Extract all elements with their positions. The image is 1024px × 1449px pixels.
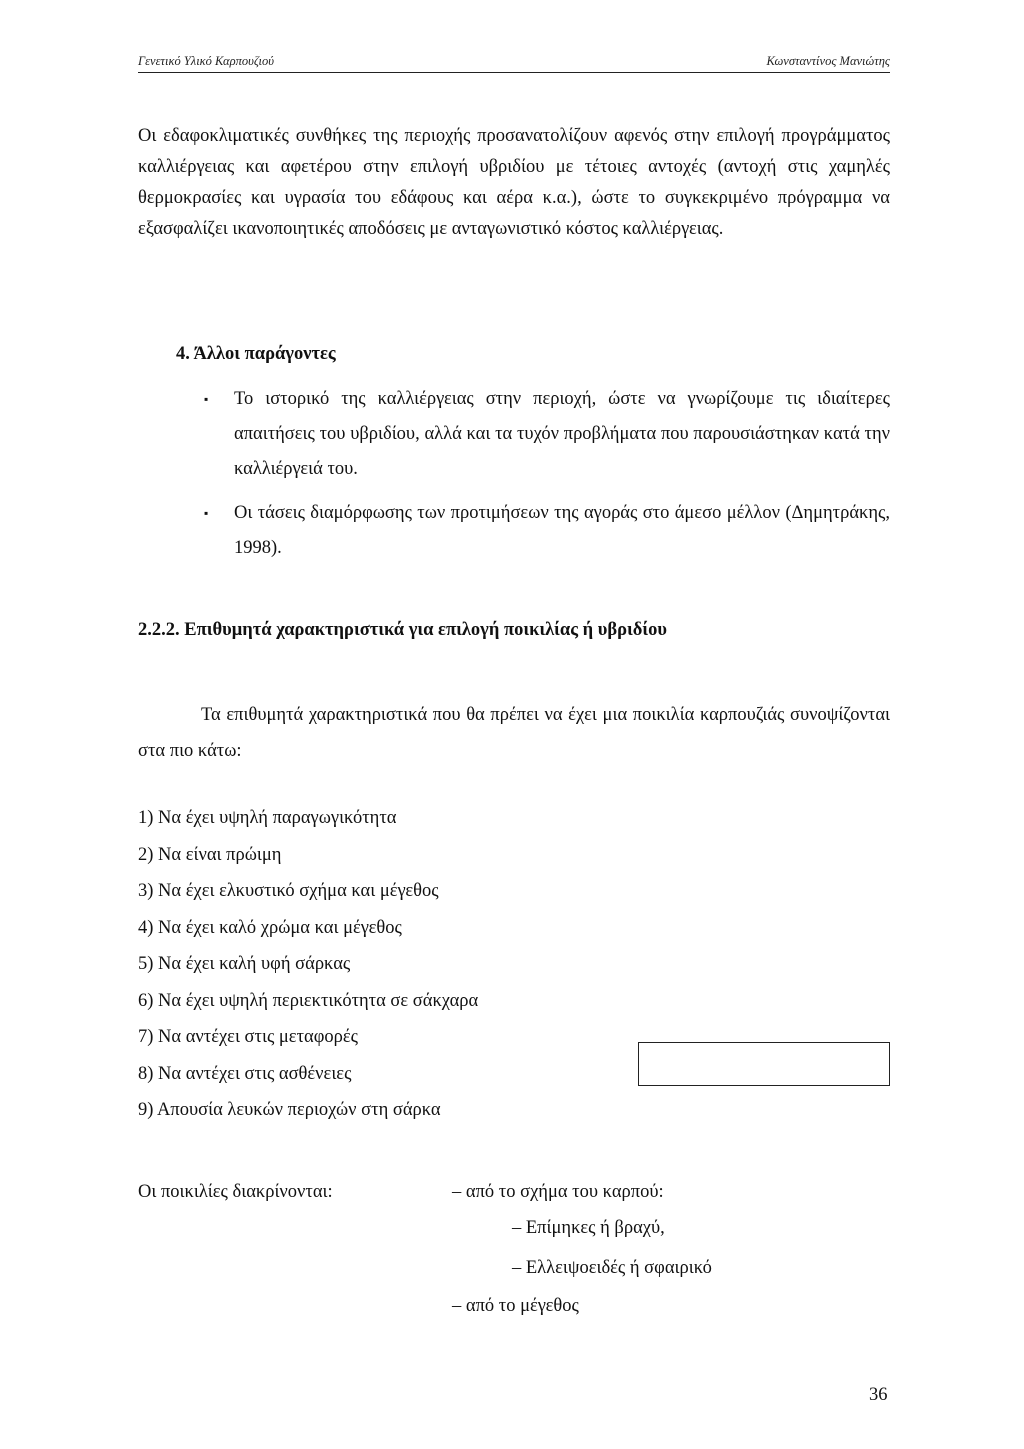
bullet-text: Οι τάσεις διαμόρφωσης των προτιμήσεων της αγοράς στο άμεσο μέλλον (Δημητράκης, 1998). [234,503,890,558]
distinction-by-size: – από το μέγεθος [452,1296,579,1316]
distinction-shape-elongated: – Επίμηκες ή βραχύ, [512,1218,665,1238]
distinction-label: Οι ποικιλίες διακρίνονται: [138,1182,333,1202]
paragraph-soil-climate: Οι εδαφοκλιματικές συνθήκες της περιοχής προσανατολίζουν αφενός στην επιλογή προγράμματος καλλιέργειας και αφετέρου στην επιλογή υβριδίου με τέτοιες αντοχές (αντοχή στις χαμηλές θερμοκρασίες και υγρασία του εδάφους και αέρα κ.α.), ώστε το συγκεκριμένο πρόγραμμα να εξασφαλίζει ικανοποιητικές αποδόσεις με ανταγωνιστικό κόστος καλλιέργειας. [138,126,890,239]
section-4-heading: 4. Άλλοι παράγοντες [176,344,336,364]
bullet-text: Το ιστορικό της καλλιέργειας στην περιοχή, ώστε να γνωρίζουμε τις ιδιαίτερες απαιτήσεις του υβριδίου, αλλά και τα τυχόν προβλήματα που παρουσιάστηκαν κατά την καλλιέργειά του. [234,389,890,479]
header-author: Κωνσταντίνος Μανιώτης [766,54,890,68]
distinction-by-shape: – από το σχήμα του καρπού: [452,1182,664,1202]
list-item: 4) Να έχει καλό χρώμα και μέγεθος [138,917,402,938]
list-item: 7) Να αντέχει στις μεταφορές [138,1027,358,1047]
list-item: 6) Να έχει υψηλή περιεκτικότητα σε σάκχαρα [138,990,479,1011]
list-item: 5) Να έχει καλή υφή σάρκας [138,954,351,974]
desired-traits-list [138,800,478,1129]
distinction-shape-round: – Ελλειψοειδές ή σφαιρικό [512,1258,712,1278]
page-header [138,52,890,73]
list-item: 8) Να αντέχει στις ασθένειες [138,1063,352,1084]
bullet-item [204,496,890,566]
header-document-title: Γενετικό Υλικό Καρπουζιού [138,54,274,68]
list-item: 1) Να έχει υψηλή παραγωγικότητα [138,808,397,828]
empty-box [638,1042,890,1086]
list-item: 2) Να είναι πρώιμη [138,844,282,865]
paragraph-desired-traits: Τα επιθυμητά χαρακτηριστικά που θα πρέπει να έχει μια ποικιλία καρπουζιάς συνοψίζονται στα πιο κάτω: [138,705,890,761]
bullet-icon: ▪ [204,506,209,520]
section-2-2-2-title: 2.2.2. Επιθυμητά χαρακτηριστικά για επιλογή ποικιλίας ή υβριδίου [138,620,667,640]
list-item: 3) Να έχει ελκυστικό σχήμα και μέγεθος [138,881,439,901]
bullet-item [204,382,890,487]
page-number: 36 [869,1385,888,1405]
bullet-icon: ▪ [204,392,209,406]
list-item: 9) Απουσία λευκών περιοχών στη σάρκα [138,1100,441,1120]
